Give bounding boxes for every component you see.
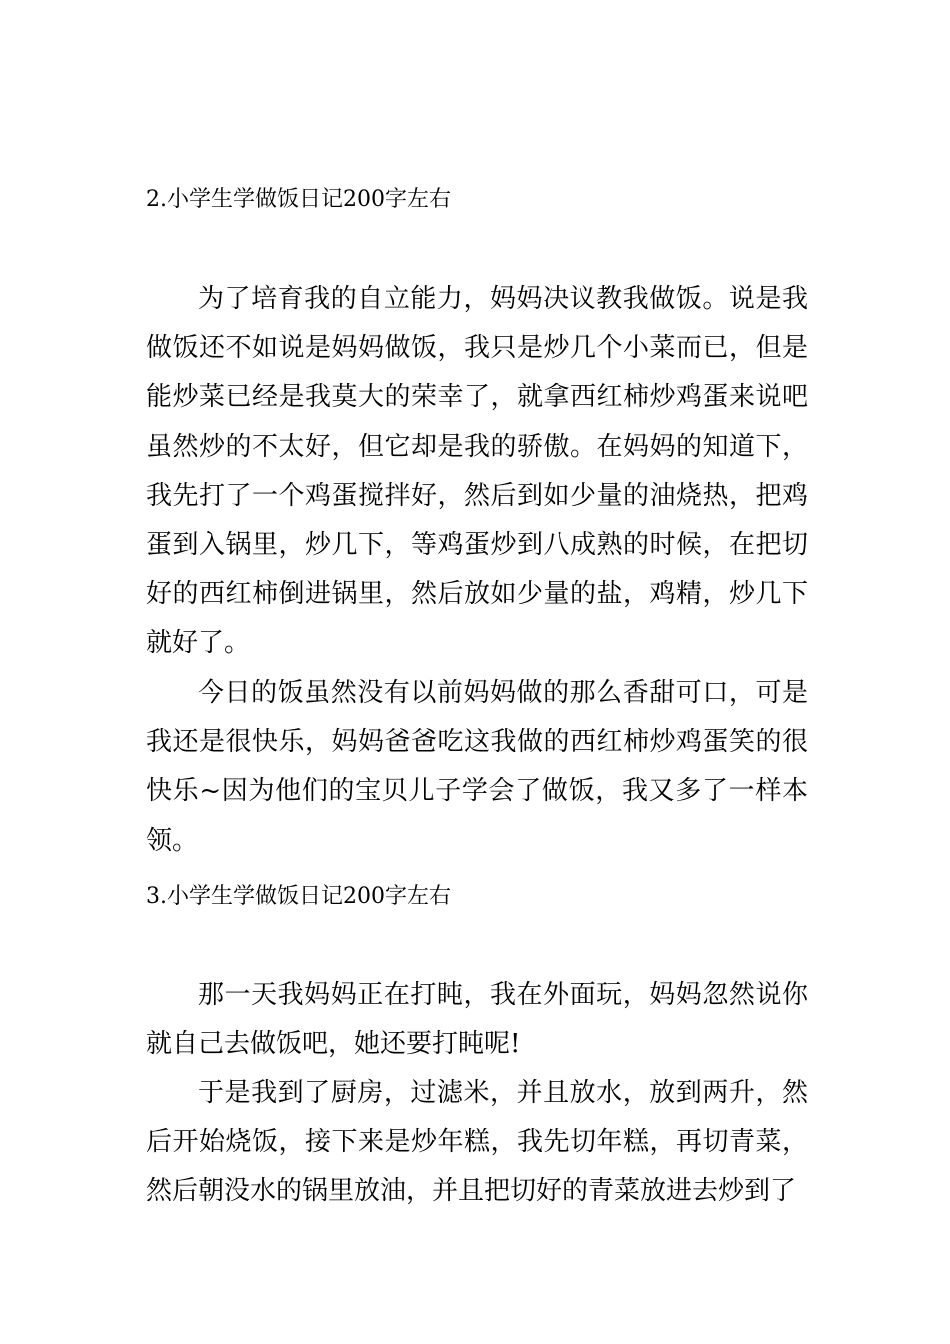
section-3-heading: 3.小学生学做饭日记200字左右 <box>146 884 451 909</box>
section-3-paragraph-2: 于是我到了厨房，过滤米，并且放水，放到两升，然后开始烧饭，接下来是炒年糕，我先切年糕，再切青菜，然后朝没水的锅里放油，并且把切好的青菜放进去炒到了 <box>146 1078 808 1207</box>
section-2-paragraph-2: 今日的饭虽然没有以前妈妈做的那么香甜可口，可是我还是很快乐，妈妈爸爸吃这我做的西红柿炒鸡蛋笑的很快乐~因为他们的宝贝儿子学会了做饭，我又多了一样本领。 <box>146 678 808 856</box>
section-2-heading: 2.小学生学做饭日记200字左右 <box>146 187 451 212</box>
section-3-paragraph-1: 那一天我妈妈正在打盹，我在外面玩，妈妈忽然说你就自己去做饭吧，她还要打盹呢! <box>146 980 808 1060</box>
section-2-paragraph-1: 为了培育我的自立能力，妈妈决议教我做饭。说是我做饭还不如说是妈妈做饭，我只是炒几个小菜而已，但是能炒菜已经是我莫大的荣幸了，就拿西红柿炒鸡蛋来说吧虽然炒的不太好，但它却是我的骄傲。在妈妈的知道下，我先打了一个鸡蛋搅拌好，然后到如少量的油烧热，把鸡蛋到入锅里，炒几下，等鸡蛋炒到八成熟的时候，在把切好的西红柿倒进锅里，然后放如少量的盐，鸡精，炒几下就好了。 <box>146 284 808 659</box>
